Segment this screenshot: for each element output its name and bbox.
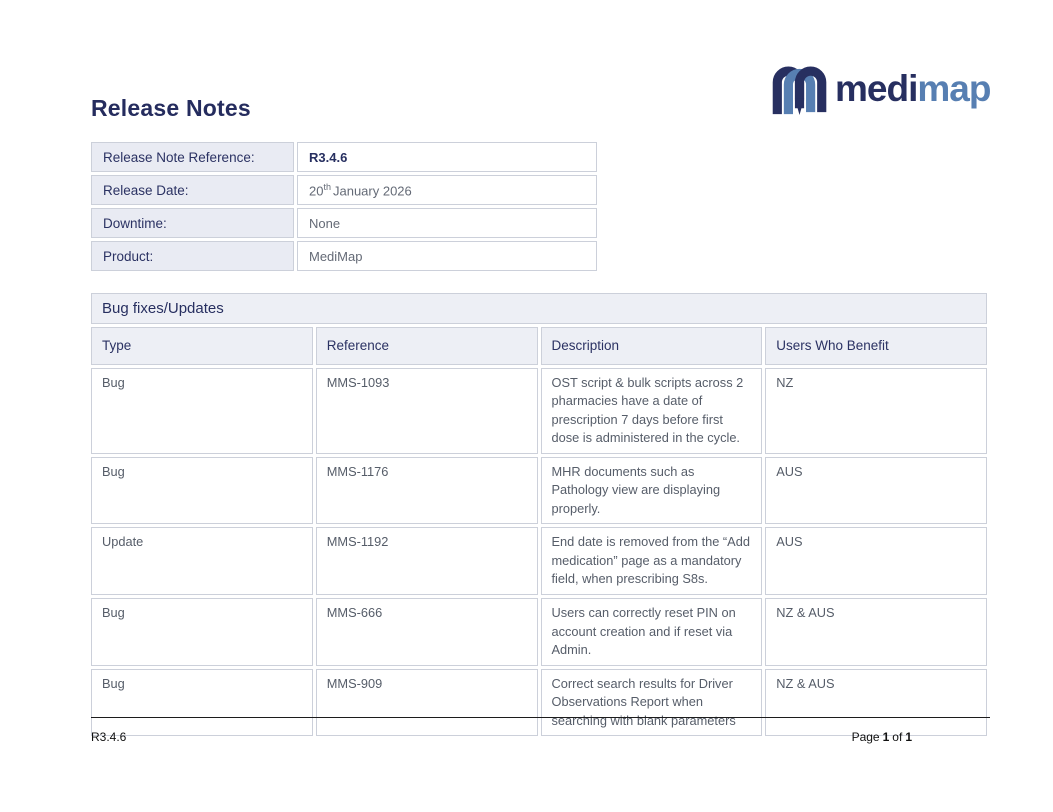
cell-users: AUS <box>765 527 987 595</box>
bug-table-header-row <box>91 327 987 365</box>
cell-description: OST script & bulk scripts across 2 pharmacies have a date of prescription 7 days before first dose is administered in the cycle. <box>541 368 763 454</box>
column-header-reference: Reference <box>316 327 538 365</box>
medimap-logo-icon <box>770 60 830 121</box>
bug-table-title: Bug fixes/Updates <box>91 293 987 324</box>
table-row <box>91 457 987 525</box>
cell-type: Bug <box>91 669 313 737</box>
wordmark-medi: medi <box>835 68 918 109</box>
footer-version: R3.4.6 <box>91 730 127 744</box>
meta-row-reference <box>91 142 597 172</box>
meta-row-downtime <box>91 208 597 238</box>
cell-reference: MMS-909 <box>316 669 538 737</box>
table-row <box>91 598 987 666</box>
column-header-description: Description <box>541 327 763 365</box>
cell-type: Update <box>91 527 313 595</box>
meta-row-product <box>91 241 597 271</box>
footer-page-indicator <box>852 730 990 744</box>
cell-type: Bug <box>91 598 313 666</box>
cell-users: AUS <box>765 457 987 525</box>
table-row <box>91 527 987 595</box>
cell-reference: MMS-666 <box>316 598 538 666</box>
footer-total-pages: 1 <box>905 730 912 744</box>
wordmark-map: map <box>917 68 991 109</box>
meta-value-product: MediMap <box>297 241 597 271</box>
cell-reference: MMS-1192 <box>316 527 538 595</box>
cell-description: MHR documents such as Pathology view are displaying properly. <box>541 457 763 525</box>
cell-description: End date is removed from the “Add medication” page as a mandatory field, when prescribing S8s. <box>541 527 763 595</box>
cell-type: Bug <box>91 457 313 525</box>
medimap-logo <box>770 60 990 121</box>
medimap-wordmark <box>835 70 990 111</box>
meta-value-release-date <box>297 175 597 205</box>
meta-label-release-date: Release Date: <box>91 175 294 205</box>
bug-table-title-row <box>91 293 987 324</box>
cell-reference: MMS-1176 <box>316 457 538 525</box>
meta-value-reference: R3.4.6 <box>297 142 597 172</box>
page-title: Release Notes <box>91 95 251 121</box>
release-date-ordinal: th <box>323 181 331 192</box>
table-row <box>91 368 987 454</box>
meta-row-release-date <box>91 175 597 205</box>
release-date-day: 20 <box>309 183 324 199</box>
footer-page-label: Page <box>851 730 880 744</box>
cell-reference: MMS-1093 <box>316 368 538 454</box>
cell-description: Users can correctly reset PIN on account creation and if reset via Admin. <box>541 598 763 666</box>
cell-description: Correct search results for Driver Observations Report when searching with blank parameters <box>541 669 763 737</box>
bug-fixes-table <box>88 290 990 739</box>
footer-page-number: 1 <box>882 730 890 744</box>
column-header-users: Users Who Benefit <box>765 327 987 365</box>
meta-label-reference: Release Note Reference: <box>91 142 294 172</box>
cell-users: NZ & AUS <box>765 669 987 737</box>
footer <box>91 730 990 744</box>
footer-divider <box>91 717 990 718</box>
column-header-type: Type <box>91 327 313 365</box>
cell-users: NZ & AUS <box>765 598 987 666</box>
meta-label-downtime: Downtime: <box>91 208 294 238</box>
meta-label-product: Product: <box>91 241 294 271</box>
meta-value-downtime: None <box>297 208 597 238</box>
footer-of-label: of <box>892 730 903 744</box>
release-date-rest: January 2026 <box>332 183 412 199</box>
table-row <box>91 669 987 737</box>
release-meta-table <box>88 139 600 274</box>
cell-type: Bug <box>91 368 313 454</box>
cell-users: NZ <box>765 368 987 454</box>
